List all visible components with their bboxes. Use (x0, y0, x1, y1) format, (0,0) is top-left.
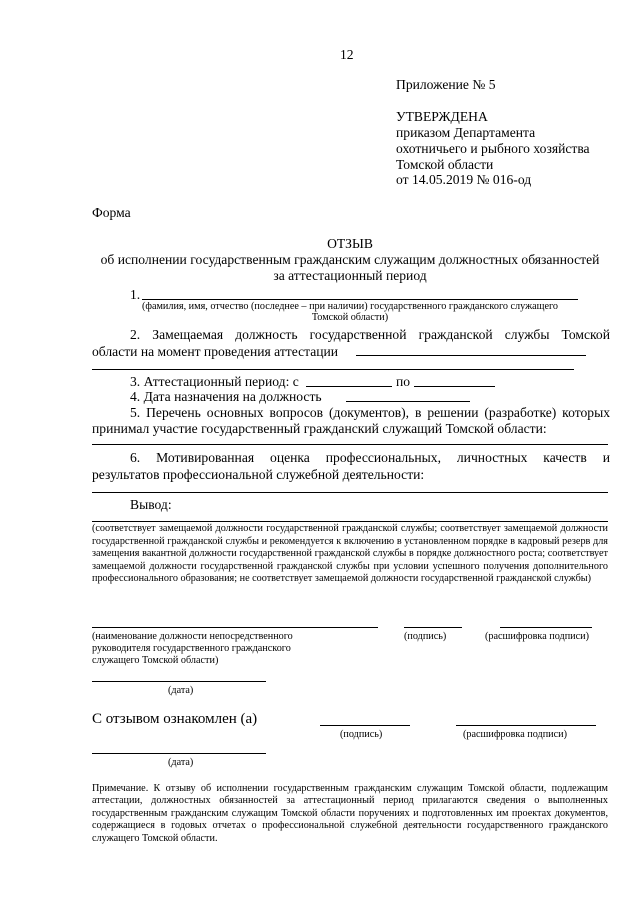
acknowledged-signature-caption: (подпись) (340, 729, 383, 740)
approval-line-2: охотничьего и рыбного хозяйства (396, 141, 590, 156)
supervisor-caption-line-2: руководителя государственного гражданского (92, 643, 291, 654)
approval-line-3: Томской области (396, 157, 494, 172)
conclusion-label: Вывод: (130, 497, 172, 512)
conclusion-fill-line (92, 521, 608, 522)
item-1-caption-line-1: (фамилия, имя, отчество (последнее – при наличии) государственного гражданского служащего (141, 301, 559, 312)
item-4-fill-line (346, 401, 470, 402)
appendix-label: Приложение № 5 (396, 77, 496, 92)
conclusion-note: (соответствует замещаемой должности государственной гражданской службы; соответствует замещаемой должности государственной гражданской службы и рекомендуется к включению в установленном порядке в кадровый резерв для замещения вакантной должности государственной гражданской службы в порядке должностного роста; соответствует замещаемой должности государственной гражданской службы при условии успешного получения дополнительного профессионального образования; не соответствует замещаемой должности государственной гражданской службы) (92, 523, 608, 585)
page-number: 12 (340, 47, 354, 62)
item-5-fill-line (92, 444, 608, 445)
item-3-to-line (414, 386, 495, 387)
document-subtitle-line-2: за аттестационный период (273, 268, 427, 283)
item-1-number: 1. (130, 287, 141, 302)
item-4-label: 4. Дата назначения на должность (130, 389, 322, 404)
item-1-caption-line-2: Томской области) (311, 312, 389, 323)
supervisor-decoding-line (500, 627, 592, 628)
item-5-line-2: принимал участие государственный гражданский служащий Томской области: (92, 421, 547, 436)
acknowledged-decoding-caption: (расшифровка подписи) (463, 729, 567, 740)
item-3-from-line (306, 386, 392, 387)
item-6-line-1: 6. Мотивированная оценка профессиональных, личностных качеств и (130, 450, 610, 465)
approval-line-1: приказом Департамента (396, 125, 536, 140)
form-label: Форма (92, 205, 131, 220)
item-6-fill-line (92, 492, 608, 493)
supervisor-signature-caption: (подпись) (404, 631, 447, 642)
item-2-fill-line (356, 355, 586, 356)
item-2-extra-line (92, 369, 574, 370)
item-2-line-1: 2. Замещаемая должность государственной гражданской службы Томской (130, 327, 610, 342)
supervisor-position-line (92, 627, 378, 628)
supervisor-decoding-caption: (расшифровка подписи) (485, 631, 589, 642)
approval-title: УТВЕРЖДЕНА (396, 109, 488, 124)
acknowledged-date-caption: (дата) (168, 757, 194, 768)
item-3-to-label: по (396, 374, 411, 389)
item-2-line-2: области на момент проведения аттестации (92, 344, 339, 359)
supervisor-signature-line (404, 627, 462, 628)
item-5-line-1: 5. Перечень основных вопросов (документов), в решении (разработке) которых (130, 405, 610, 420)
document-subtitle-line-1: об исполнении государственным гражданским служащим должностных обязанностей (100, 252, 600, 267)
supervisor-date-line (92, 681, 266, 682)
supervisor-caption-line-3: служащего Томской области) (92, 655, 219, 666)
supervisor-date-caption: (дата) (168, 685, 194, 696)
item-3-label: 3. Аттестационный период: с (130, 374, 299, 389)
acknowledged-decoding-line (456, 725, 596, 726)
footnote: Примечание. К отзыву об исполнении государственным гражданским служащим Томской области, подлежащим аттестации, должностных обязанностей за аттестационный период прилагаются сведения о выполненных государственным гражданским служащим Томской области поручениях и подготовленных им проектах документов, содержащиеся в годовых отчетах о профессиональной служебной деятельности государственного гражданского служащего Томской области. (92, 783, 608, 844)
item-1-fill-line (142, 299, 578, 300)
acknowledged-signature-line (320, 725, 410, 726)
document-title: ОТЗЫВ (327, 236, 373, 251)
supervisor-caption-line-1: (наименование должности непосредственного (92, 631, 293, 642)
acknowledged-label: С отзывом ознакомлен (а) (92, 711, 258, 727)
approval-line-4: от 14.05.2019 № 016-од (396, 172, 532, 187)
acknowledged-date-line (92, 753, 266, 754)
item-6-line-2: результатов профессиональной служебной деятельности: (92, 467, 425, 482)
